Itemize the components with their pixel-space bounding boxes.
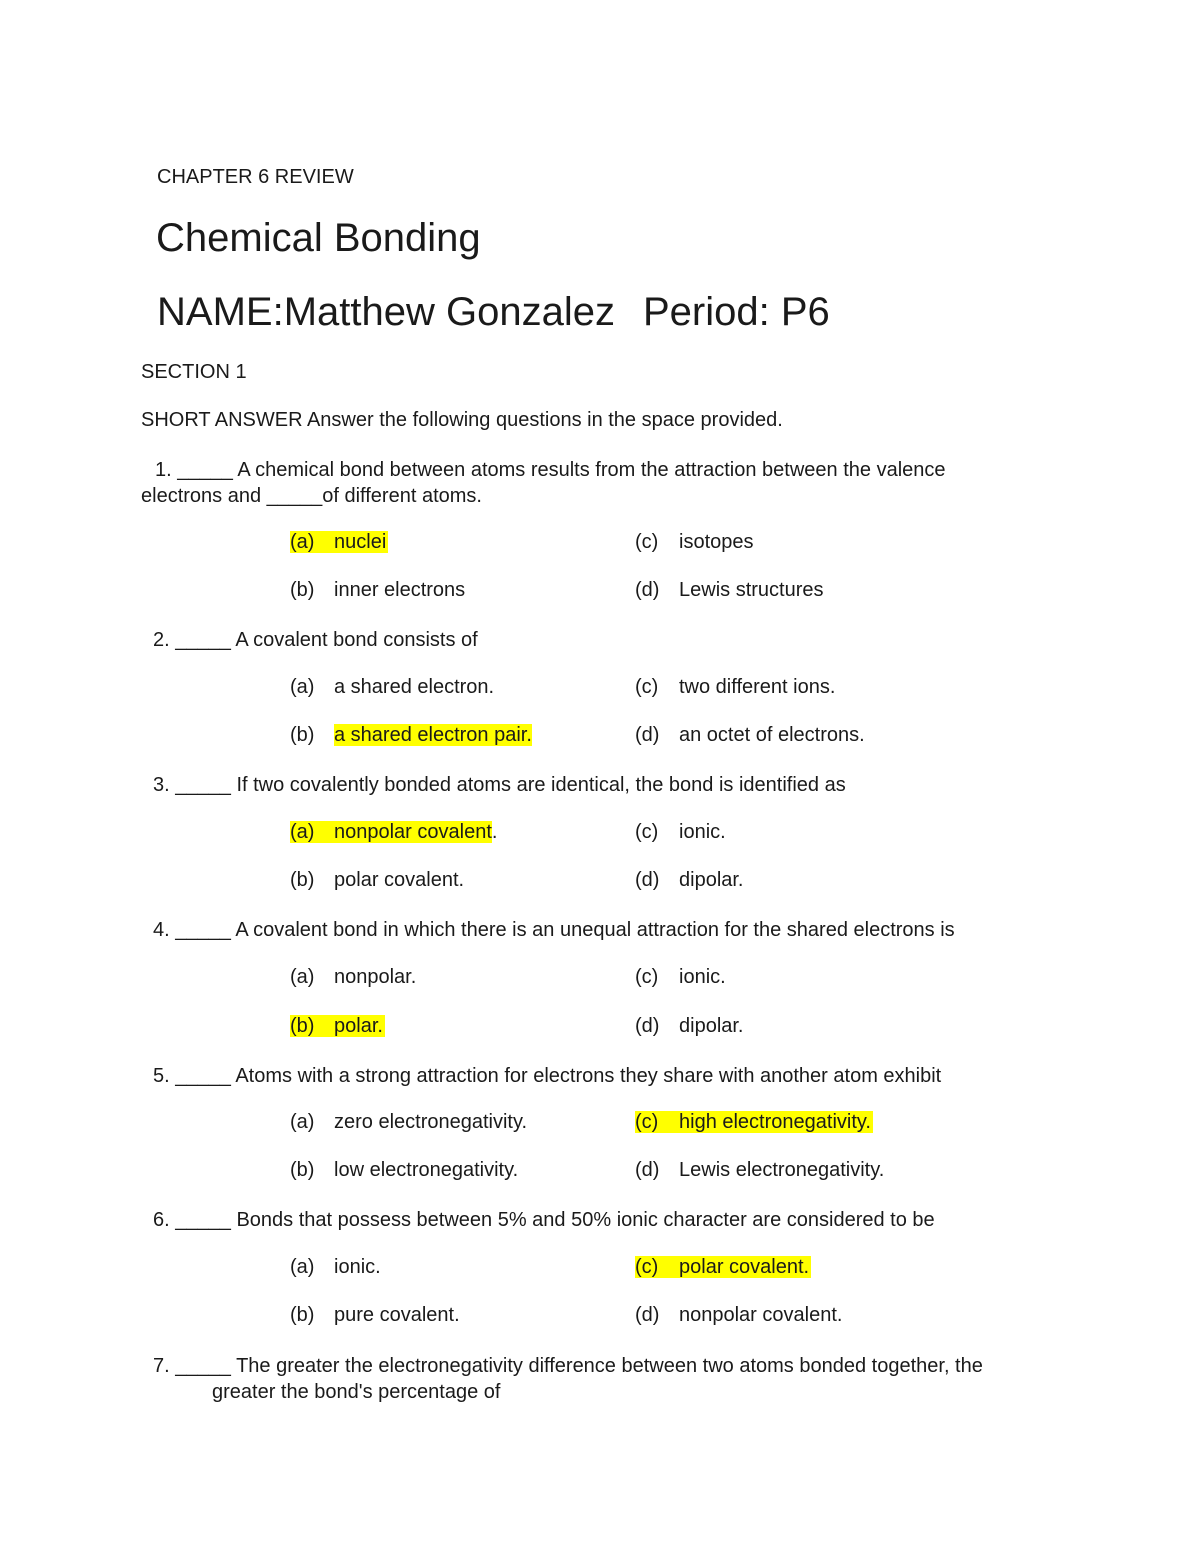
q5-option-a: (a) zero electronegativity. bbox=[290, 1111, 528, 1133]
question-text: Bonds that possess between 5% and 50% ionic character are considered to be bbox=[236, 1209, 935, 1231]
answer-blank: _____ bbox=[175, 1355, 231, 1377]
question-text: A chemical bond between atoms results from the attraction between the valence bbox=[237, 459, 946, 481]
q6-option-b: (b) pure covalent. bbox=[290, 1304, 460, 1326]
q3-option-c: (c) ionic. bbox=[635, 821, 726, 843]
answer-blank: _____ bbox=[175, 1209, 231, 1231]
q6-option-a: (a) ionic. bbox=[290, 1256, 381, 1278]
q3-option-a: (a) nonpolar covalent. bbox=[290, 821, 498, 843]
question-text-continued: electrons and _____of different atoms. bbox=[141, 485, 482, 507]
q2-option-a: (a) a shared electron. bbox=[290, 676, 495, 698]
q6-option-d: (d) nonpolar covalent. bbox=[635, 1304, 843, 1326]
question-text-continued: greater the bond's percentage of bbox=[212, 1381, 501, 1403]
q3-option-d: (d) dipolar. bbox=[635, 869, 744, 891]
period-label: Period: bbox=[642, 290, 781, 334]
q2-option-c: (c) two different ions. bbox=[635, 676, 836, 698]
question-1 bbox=[141, 457, 1081, 509]
question-text: A covalent bond consists of bbox=[235, 629, 478, 651]
question-number: 5. bbox=[153, 1065, 170, 1087]
student-name: Matthew Gonzalez bbox=[283, 290, 615, 334]
question-number: 7. bbox=[153, 1355, 170, 1377]
question-7 bbox=[153, 1353, 983, 1405]
q3-option-b: (b) polar covalent. bbox=[290, 869, 465, 891]
q4-option-d: (d) dipolar. bbox=[635, 1015, 744, 1037]
name-label: NAME: bbox=[157, 290, 284, 334]
answer-blank: _____ bbox=[175, 629, 231, 651]
document-title: Chemical Bonding bbox=[156, 216, 481, 260]
period-value: P6 bbox=[780, 290, 830, 334]
section-label: SECTION 1 bbox=[141, 361, 247, 383]
question-4 bbox=[153, 917, 955, 943]
q1-option-c: (c) isotopes bbox=[635, 531, 754, 553]
answer-blank: _____ bbox=[177, 459, 233, 481]
q4-option-b: (b) polar. bbox=[290, 1015, 383, 1037]
section-instructions: SHORT ANSWER Answer the following questions in the space provided. bbox=[141, 409, 783, 431]
question-text: If two covalently bonded atoms are identical, the bond is identified as bbox=[236, 774, 846, 796]
chapter-heading: CHAPTER 6 REVIEW bbox=[157, 166, 354, 188]
question-3 bbox=[153, 772, 846, 798]
answer-blank: _____ bbox=[175, 919, 231, 941]
question-number: 2. bbox=[153, 629, 170, 651]
q1-option-d: (d) Lewis structures bbox=[635, 579, 824, 601]
q2-option-d: (d) an octet of electrons. bbox=[635, 724, 865, 746]
question-2 bbox=[153, 627, 478, 653]
question-text: Atoms with a strong attraction for electrons they share with another atom exhibit bbox=[235, 1065, 942, 1087]
q4-option-a: (a) nonpolar. bbox=[290, 966, 417, 988]
question-6 bbox=[153, 1207, 935, 1233]
question-5 bbox=[153, 1063, 941, 1089]
question-number: 3. bbox=[153, 774, 170, 796]
question-text: A covalent bond in which there is an unequal attraction for the shared electrons is bbox=[235, 919, 955, 941]
name-period-line bbox=[157, 290, 830, 335]
q2-option-b: (b) a shared electron pair. bbox=[290, 724, 532, 746]
answer-blank: _____ bbox=[175, 774, 231, 796]
q1-option-a: (a) nuclei bbox=[290, 531, 387, 553]
question-text: The greater the electronegativity difference between two atoms bonded together, the bbox=[236, 1355, 983, 1377]
question-number: 1. bbox=[155, 459, 172, 481]
q5-option-c: (c) high electronegativity. bbox=[635, 1111, 871, 1133]
q4-option-c: (c) ionic. bbox=[635, 966, 726, 988]
q1-option-b: (b) inner electrons bbox=[290, 579, 466, 601]
answer-blank: _____ bbox=[175, 1065, 231, 1087]
q5-option-b: (b) low electronegativity. bbox=[290, 1159, 519, 1181]
question-number: 4. bbox=[153, 919, 170, 941]
q6-option-c: (c) polar covalent. bbox=[635, 1256, 810, 1278]
q5-option-d: (d) Lewis electronegativity. bbox=[635, 1159, 885, 1181]
question-number: 6. bbox=[153, 1209, 170, 1231]
